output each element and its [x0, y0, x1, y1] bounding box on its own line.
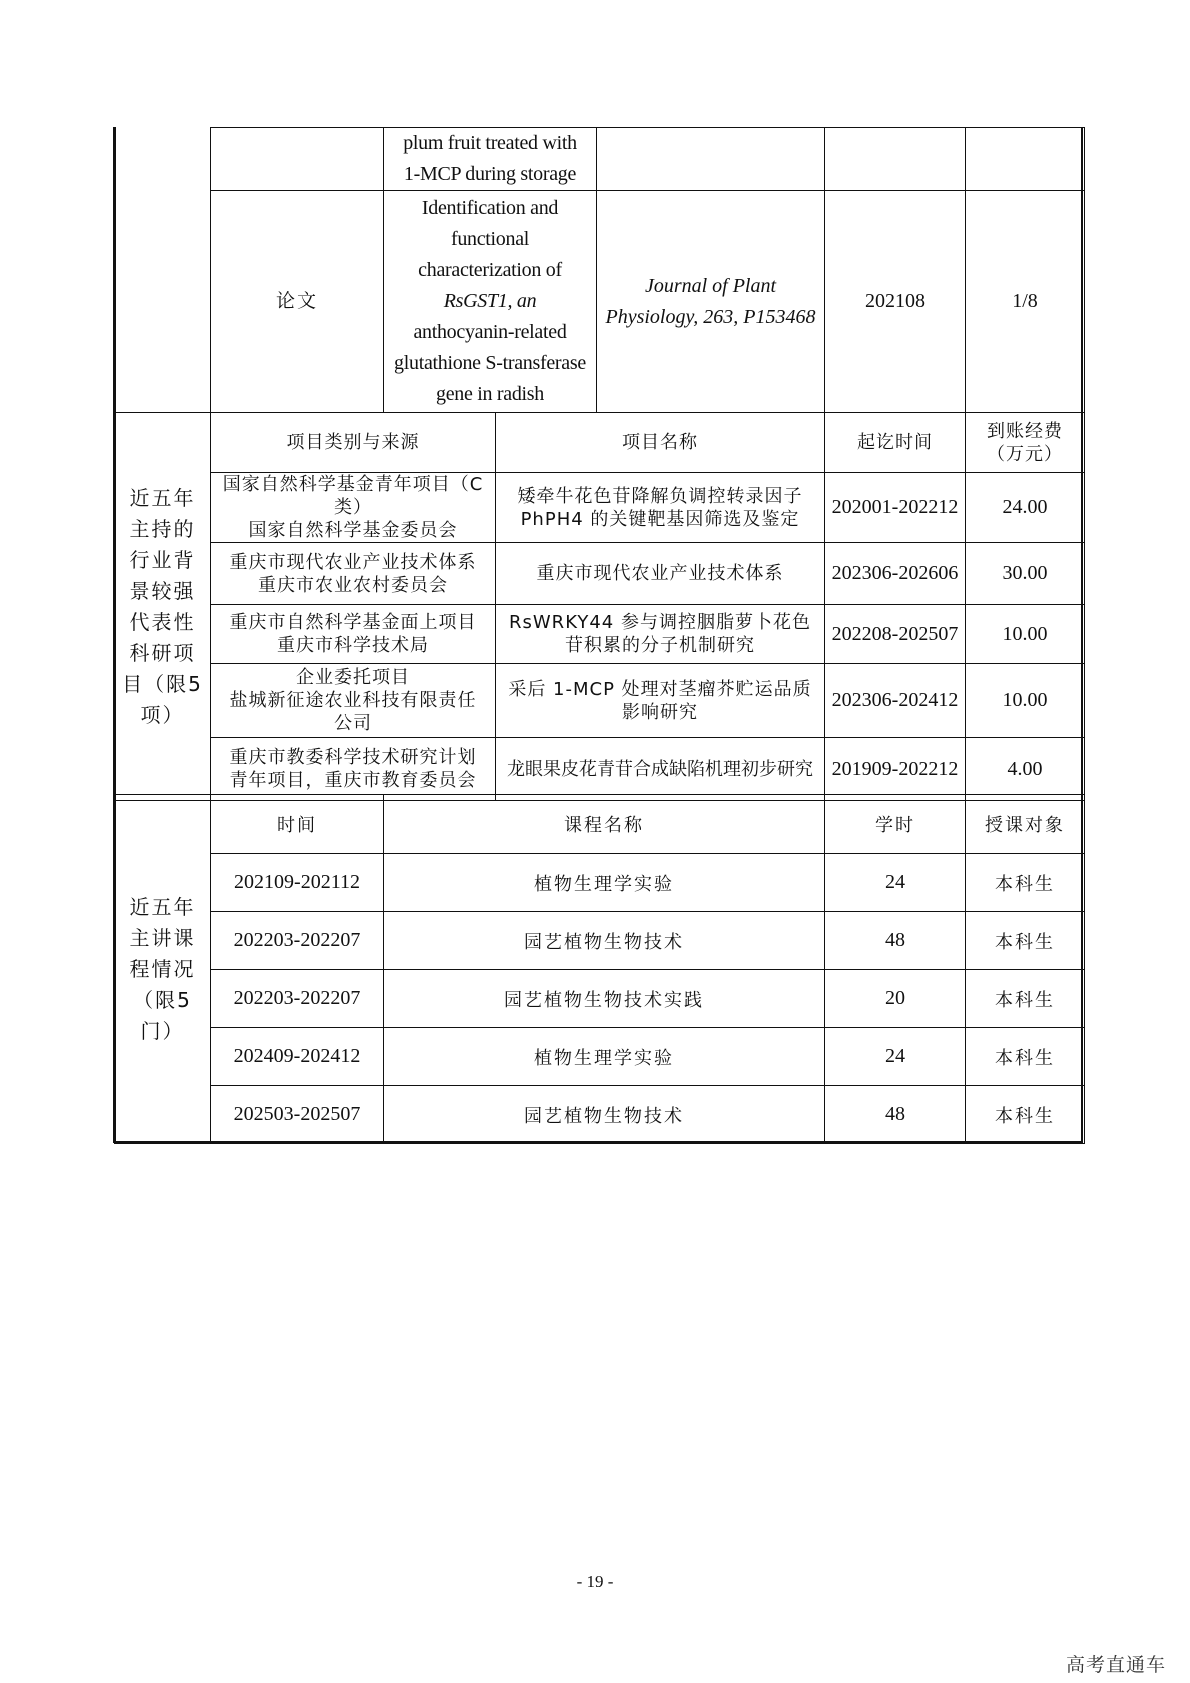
publication-title [384, 191, 597, 413]
page-number: - 19 - [576, 1572, 614, 1591]
course-row [115, 1086, 1085, 1144]
project-period: 201909-202212 [825, 738, 966, 801]
course-time: 202409-202412 [211, 1028, 384, 1086]
course-audience: 本科生 [966, 970, 1085, 1028]
name-line: 矮牵牛花色苷降解负调控转录因子 [517, 485, 803, 507]
courses-section-label: 近五年主讲课程情况（限5门） [115, 795, 211, 1144]
section-label-cell [115, 191, 211, 413]
category-line: 国家自然科学基金委员会 [248, 520, 458, 541]
course-hours: 48 [825, 1086, 966, 1144]
project-name [496, 605, 825, 664]
publication-row [115, 128, 1085, 191]
publication-row [115, 191, 1085, 413]
publication-rank: 1/8 [966, 191, 1085, 413]
project-period: 202306-202412 [825, 664, 966, 738]
project-name [496, 738, 825, 801]
course-time: 202203-202207 [211, 970, 384, 1028]
course-time: 202109-202112 [211, 854, 384, 912]
category-line: 重庆市农业农村委员会 [258, 574, 448, 596]
course-row [115, 912, 1085, 970]
name-line: 采后 1-MCP 处理对茎瘤芥贮运品质 [508, 678, 812, 700]
journal-line: Journal of Plant [644, 274, 777, 297]
header-time: 时间 [211, 795, 384, 854]
title-line: glutathione S-transferase [394, 352, 586, 374]
project-period: 202306-202606 [825, 543, 966, 605]
publication-title [384, 128, 597, 191]
project-funding: 10.00 [966, 605, 1085, 664]
header-course-name: 课程名称 [384, 795, 825, 854]
course-hours: 24 [825, 854, 966, 912]
name-line: PhPH4 的关键靶基因筛选及鉴定 [520, 508, 800, 530]
title-line: Identification and [421, 197, 559, 219]
section-label-cell [115, 128, 211, 191]
course-audience: 本科生 [966, 1028, 1085, 1086]
course-name: 植物生理学实验 [384, 1028, 825, 1086]
journal-line: Physiology, 263, P153468 [605, 305, 816, 328]
title-line: plum fruit treated with [403, 132, 577, 154]
header-period: 起讫时间 [825, 413, 966, 473]
name-line: 重庆市现代农业产业技术体系 [536, 563, 784, 584]
name-line: RsWRKY44 参与调控胭脂萝卜花色 [509, 612, 811, 633]
course-time: 202503-202507 [211, 1086, 384, 1144]
project-category [211, 605, 496, 664]
course-hours: 48 [825, 912, 966, 970]
project-category [211, 473, 496, 543]
name-line: 龙眼果皮花青苷合成缺陷机理初步研究 [507, 758, 813, 780]
header-project-name: 项目名称 [496, 413, 825, 473]
header-audience: 授课对象 [966, 795, 1085, 854]
watermark: 高考直通车 [1065, 1654, 1166, 1676]
project-period: 202208-202507 [825, 605, 966, 664]
project-row [115, 543, 1085, 605]
header-category: 项目类别与来源 [211, 413, 496, 473]
project-period: 202001-202212 [825, 473, 966, 543]
name-line: 苷积累的分子机制研究 [565, 635, 755, 656]
publication-date: 202108 [825, 191, 966, 413]
category-line: 盐城新征途农业科技有限责任 [229, 690, 477, 711]
course-audience: 本科生 [966, 854, 1085, 912]
course-name: 园艺植物生物技术 [384, 1086, 825, 1144]
publication-type [211, 128, 384, 191]
course-hours: 24 [825, 1028, 966, 1086]
title-line: gene in radish [436, 383, 544, 405]
project-funding: 24.00 [966, 473, 1085, 543]
title-line: RsGST1, an [443, 290, 537, 312]
project-category [211, 664, 496, 738]
courses-table [114, 794, 1085, 1144]
header-funding-line: 到账经费 [987, 420, 1063, 442]
name-line: 影响研究 [622, 701, 698, 723]
course-audience: 本科生 [966, 912, 1085, 970]
project-row [115, 738, 1085, 801]
course-audience: 本科生 [966, 1086, 1085, 1144]
title-line: anthocyanin-related [413, 321, 567, 343]
publication-rank [966, 128, 1085, 191]
publication-date [825, 128, 966, 191]
course-hours: 20 [825, 970, 966, 1028]
course-name: 园艺植物生物技术实践 [384, 970, 825, 1028]
course-name: 植物生理学实验 [384, 854, 825, 912]
project-name [496, 664, 825, 738]
project-category [211, 738, 496, 801]
category-line: 企业委托项目 [296, 667, 410, 688]
header-funding [966, 413, 1085, 473]
project-row [115, 473, 1085, 543]
publication-journal [597, 191, 825, 413]
projects-header-row [115, 413, 1085, 473]
category-line: 重庆市教委科学技术研究计划 [229, 747, 477, 768]
project-category [211, 543, 496, 605]
title-line: characterization of [418, 259, 562, 281]
publication-type: 论文 [211, 191, 384, 413]
publication-journal [597, 128, 825, 191]
project-row [115, 605, 1085, 664]
project-funding: 4.00 [966, 738, 1085, 801]
projects-section-label: 近五年主持的行业背景较强代表性科研项目（限5项） [115, 413, 211, 801]
header-hours: 学时 [825, 795, 966, 854]
header-funding-line: （万元） [987, 443, 1063, 465]
course-name: 园艺植物生物技术 [384, 912, 825, 970]
category-line: 青年项目，重庆市教育委员会 [229, 770, 477, 791]
title-line: 1-MCP during storage [403, 163, 577, 185]
project-name [496, 543, 825, 605]
category-line: 公司 [334, 713, 372, 734]
course-row [115, 1028, 1085, 1086]
category-line: 国家自然科学基金青年项目（C类） [222, 474, 484, 518]
course-row [115, 970, 1085, 1028]
course-time: 202203-202207 [211, 912, 384, 970]
project-funding: 30.00 [966, 543, 1085, 605]
category-line: 重庆市现代农业产业技术体系 [229, 551, 477, 573]
project-name [496, 473, 825, 543]
category-line: 重庆市自然科学基金面上项目 [229, 612, 477, 633]
category-line: 重庆市科学技术局 [277, 635, 429, 656]
publications-table [114, 127, 1085, 413]
title-line: functional [450, 228, 530, 250]
project-funding: 10.00 [966, 664, 1085, 738]
project-row [115, 664, 1085, 738]
projects-table [114, 412, 1085, 801]
courses-header-row [115, 795, 1085, 854]
course-row [115, 854, 1085, 912]
